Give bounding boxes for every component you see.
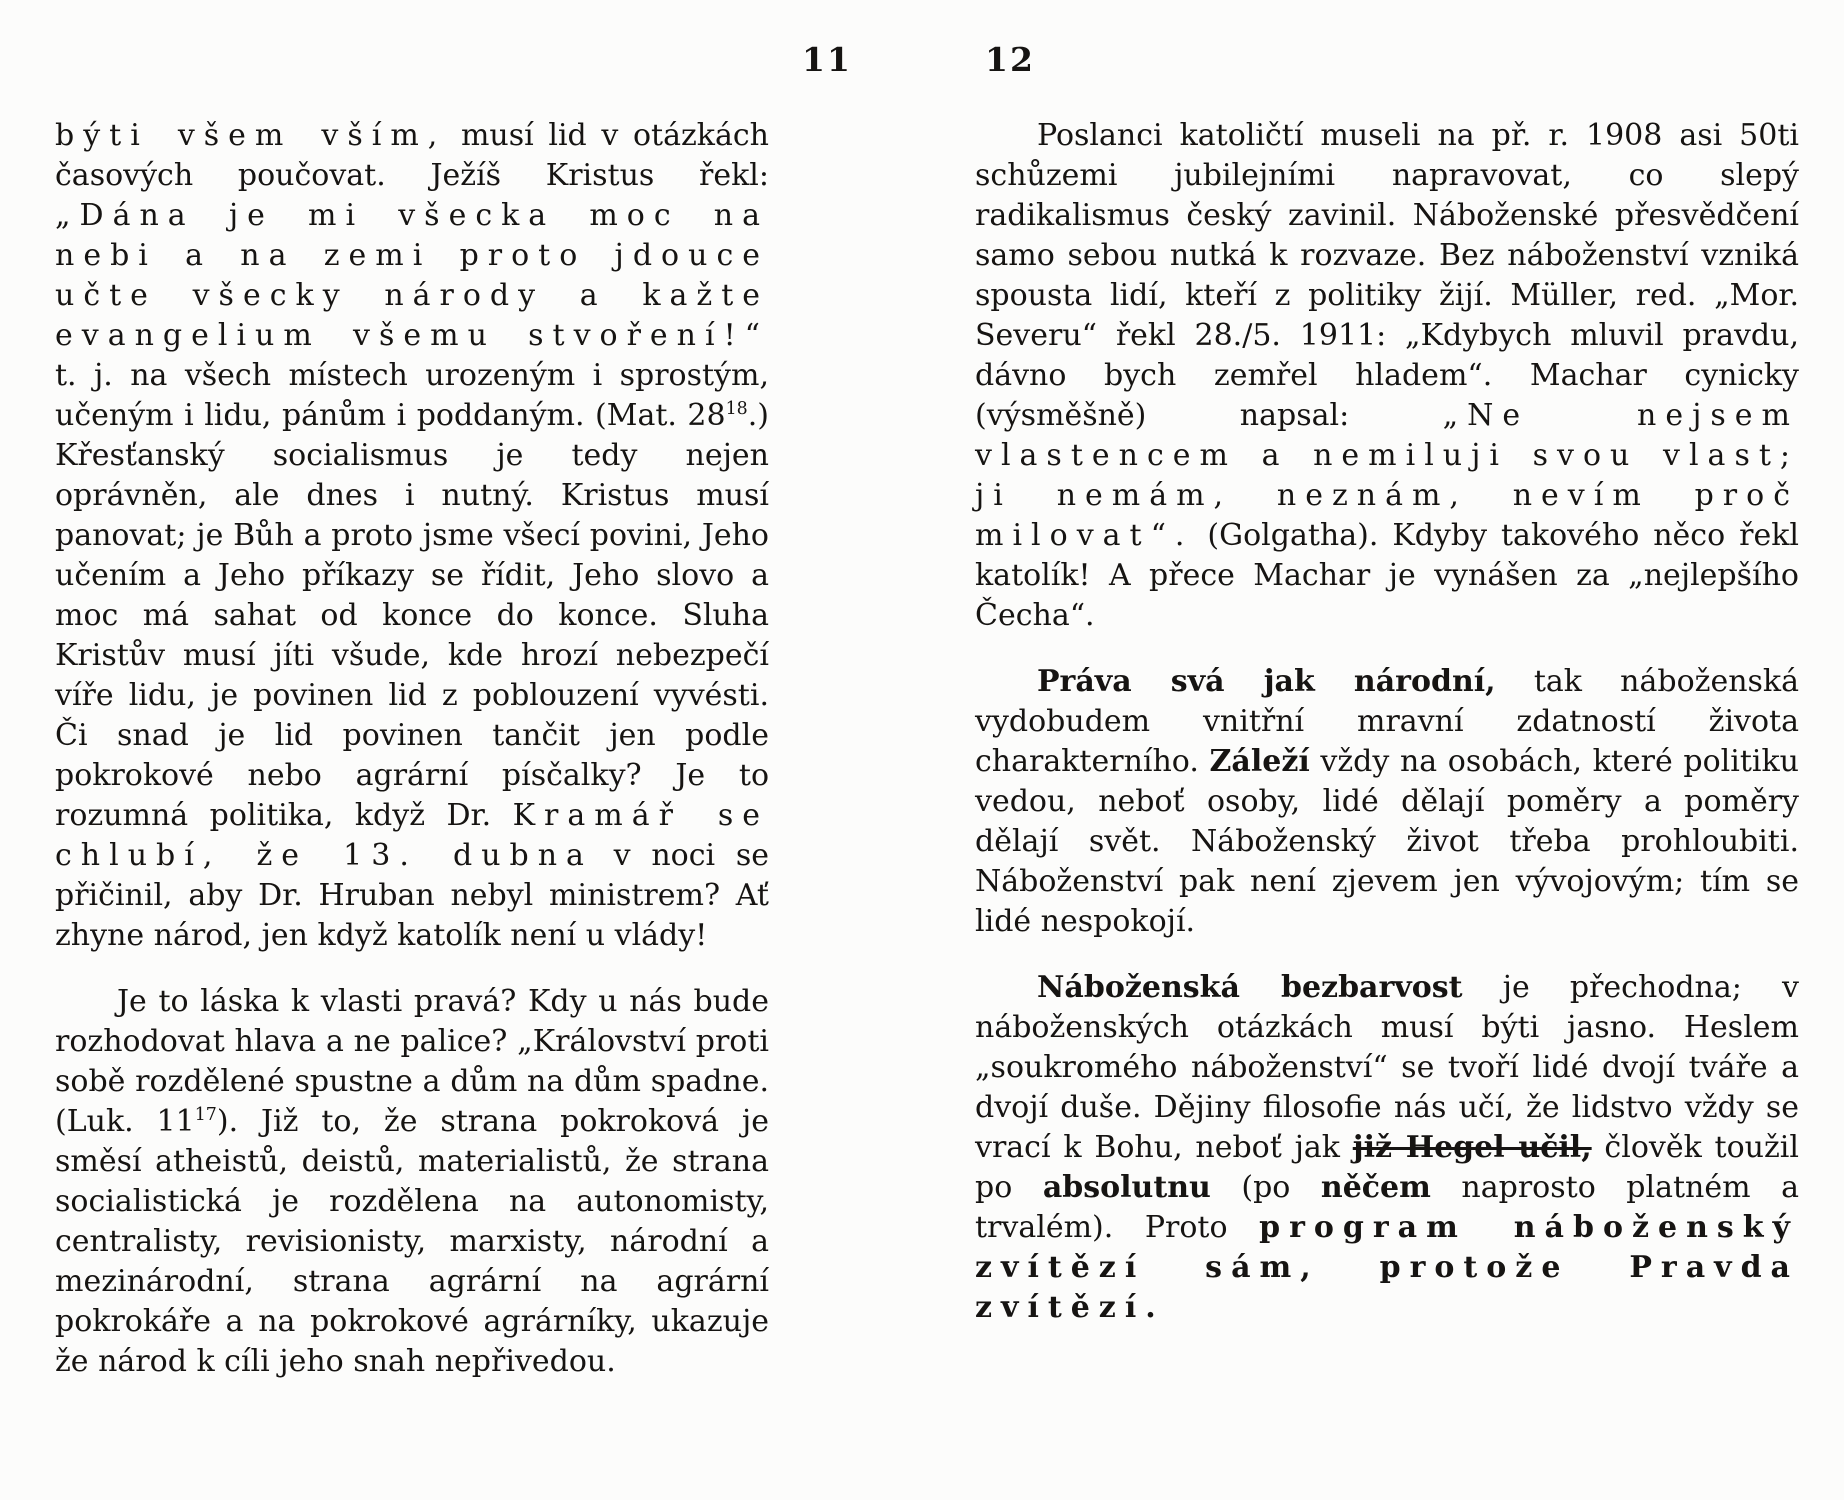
text-segment: „Dána je mi všecka moc na nebi a na zemi proto jdouce učte všecky národy a kažte evangelium všemu stvoření!“ <box>55 198 769 353</box>
text-segment: (po <box>1210 1170 1321 1205</box>
text-segment: „Ne nejsem vlastencem a nemiluji svou vlast; ji nemám, neznám, nevím proč milovat“. <box>975 398 1799 553</box>
scripture-verse-superscript: 18 <box>725 399 748 419</box>
text-segment: v noci se přičinil, aby Dr. Hruban nebyl ministrem? Ať zhyne národ, jen když katolík není u vlády! <box>55 838 769 953</box>
text-segment: absolutnu <box>1042 1170 1211 1205</box>
text-segment: .) Křesťanský socialismus je tedy nejen oprávněn, ale dnes i nutný. Kristus musí panovat; je Bůh a proto jsme všecí povini, Jeho učením a Jeho příkazy se řídit, Jeho slovo a moc má sahat od konce do konce. Sluha Kristův musí jíti všude, kde hrozí nebezpečí víře lidu, je povinen lid z poblouzení vyvésti. Či snad je lid povinen tančit jen podle pokrokové nebo agrární písčalky? Je to rozumná politika, když Dr. <box>55 398 769 833</box>
text-segment: Náboženská bezbarvost <box>1037 970 1463 1005</box>
paragraph <box>55 982 769 1382</box>
page-number-right: 12 <box>985 40 1035 79</box>
scripture-verse-superscript: 17 <box>194 1105 217 1125</box>
text-segment: naprosto platném a trvalém). Proto <box>975 1170 1799 1245</box>
text-segment: musí lid v otázkách časových poučovat. Ježíš Kristus řekl: <box>55 118 769 193</box>
paragraph <box>975 662 1799 942</box>
page-11-column <box>55 116 769 1382</box>
text-segment: Je to láska k vlasti pravá? Kdy u nás bude rozhodovat hlava a ne palice? „Království proti sobě rozdělené spustne a dům na dům spadne. (Luk. 11 <box>55 984 769 1139</box>
text-segment-struck: již Hegel učil, <box>1352 1130 1592 1165</box>
paragraph <box>975 116 1799 636</box>
paragraph <box>55 116 769 956</box>
text-segment: (Golgatha). Kdyby takového něco řekl katolík! A přece Machar je vynášen za „nejlepšího Čecha“. <box>975 518 1799 633</box>
text-segment: ). Již to, že strana pokroková je směsí atheistů, deistů, materialistů, že strana socialistická je rozdělena na autonomisty, centralisty, revisionisty, marxisty, národní a mezinárodní, strana agrární na agrární pokrokáře a na pokrokové agrárníky, ukazuje že národ k cíli jeho snah nepřivedou. <box>55 1104 769 1379</box>
text-segment: Poslanci katoličtí museli na př. r. 1908 asi 50ti schůzemi jubilejními napravovat, co slepý radikalismus český zavinil. Náboženské přesvědčení samo sebou nutká k rozvaze. Bez náboženství vzniká spousta lidí, kteří z politiky žijí. Müller, red. „Mor. Severu“ řekl 28./5. 1911: „Kdybych mluvil pravdu, dávno bych zemřel hladem“. Machar cynicky (výsměšně) napsal: <box>975 118 1799 433</box>
text-segment: Kramář se chlubí, že 13. dubna <box>55 798 769 873</box>
text-segment: něčem <box>1320 1170 1431 1205</box>
text-segment: býti všem vším, <box>55 118 447 153</box>
paragraph <box>975 968 1799 1328</box>
text-segment: Práva svá jak národní, <box>1037 664 1496 699</box>
text-segment: program náboženský zvítězí sám, protože Pravda zvítězí. <box>975 1210 1799 1325</box>
text-segment: je přechodna; v náboženských otázkách musí býti jasno. Heslem „soukromého náboženství“ se tvoří lidé dvojí tváře a dvojí duše. Dějiny filosofie nás učí, že lidstvo vždy se vrací k Bohu, neboť jak <box>975 970 1799 1165</box>
text-segment: Záleží <box>1209 744 1310 779</box>
text-segment: t. j. na všech místech urozeným i sprostým, učeným i lidu, pánům i poddaným. (Mat. 28 <box>55 358 769 433</box>
text-segment: člověk toužil po <box>975 1130 1799 1205</box>
page-12-column <box>975 116 1799 1328</box>
text-segment: tak náboženská vydobudem vnitřní mravní zdatností života charakterního. <box>975 664 1799 779</box>
page-number-left: 11 <box>802 40 852 79</box>
text-segment: vždy na osobách, které politiku vedou, neboť osoby, lidé dělají poměry a poměry dělají svět. Náboženský život třeba prohloubiti. Náboženství pak není zjevem jen vývojovým; tím se lidé nespokojí. <box>975 744 1799 939</box>
